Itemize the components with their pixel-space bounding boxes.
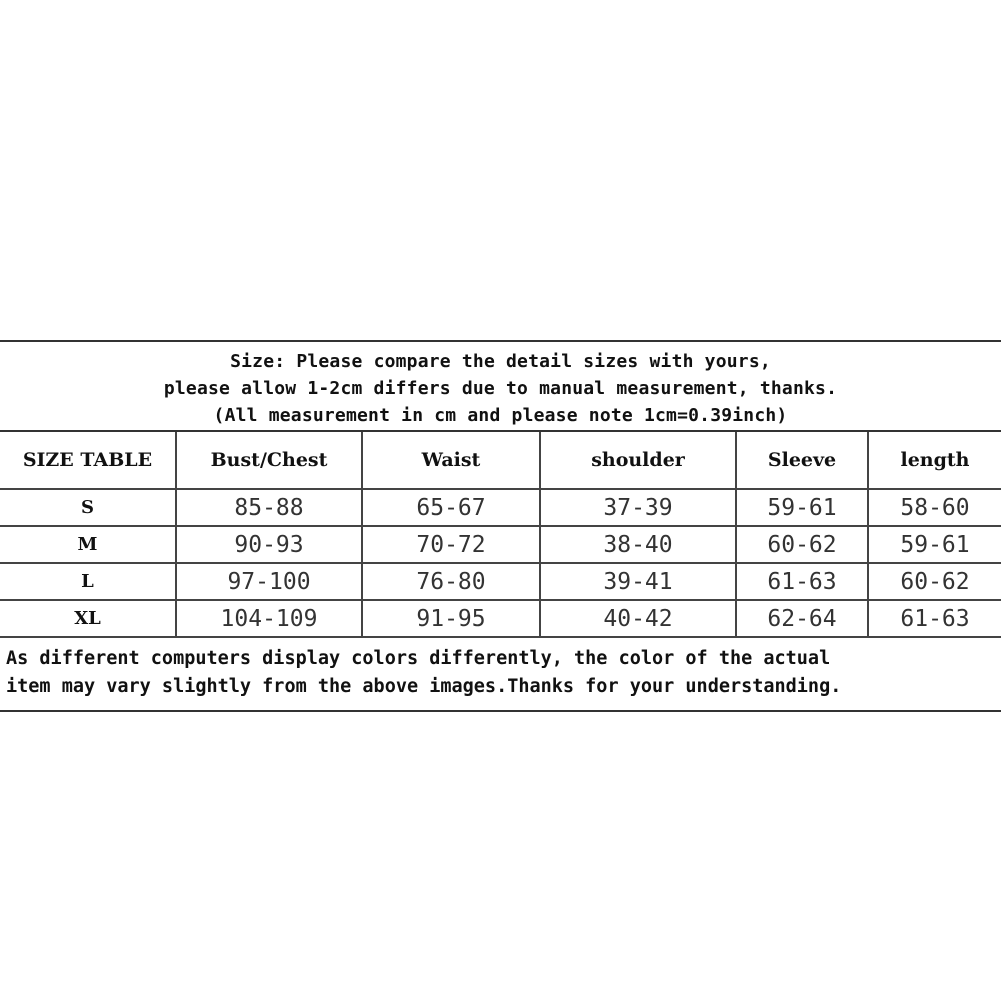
table-row: [0, 489, 1001, 526]
notice-line-3: (All measurement in cm and please note 1cm=0.39inch): [213, 405, 788, 426]
header-waist: Waist: [362, 432, 540, 489]
waist-cell: 65-67: [362, 489, 540, 526]
waist-cell: 76-80: [362, 563, 540, 600]
sleeve-cell: 60-62: [736, 526, 868, 563]
header-bust-chest: Bust/Chest: [176, 432, 362, 489]
shoulder-cell: 38-40: [540, 526, 736, 563]
header-sleeve: Sleeve: [736, 432, 868, 489]
table-header-row: [0, 432, 1001, 489]
shoulder-cell: 40-42: [540, 600, 736, 637]
header-length: length: [868, 432, 1001, 489]
table-row: [0, 563, 1001, 600]
size-table: [0, 432, 1001, 638]
header-shoulder: shoulder: [540, 432, 736, 489]
disclaimer-line-2: item may vary slightly from the above images.Thanks for your understanding.: [6, 676, 842, 697]
size-notice: [0, 342, 1001, 432]
size-cell: M: [0, 526, 176, 563]
bust-cell: 104-109: [176, 600, 362, 637]
shoulder-cell: 39-41: [540, 563, 736, 600]
sleeve-cell: 59-61: [736, 489, 868, 526]
size-chart: [0, 340, 1001, 712]
color-disclaimer: [0, 638, 1001, 710]
length-cell: 58-60: [868, 489, 1001, 526]
size-cell: XL: [0, 600, 176, 637]
length-cell: 61-63: [868, 600, 1001, 637]
notice-line-1: Size: Please compare the detail sizes with yours,: [230, 351, 771, 372]
bust-cell: 90-93: [176, 526, 362, 563]
table-row: [0, 600, 1001, 637]
sleeve-cell: 62-64: [736, 600, 868, 637]
table-row: [0, 526, 1001, 563]
bust-cell: 97-100: [176, 563, 362, 600]
size-cell: L: [0, 563, 176, 600]
length-cell: 60-62: [868, 563, 1001, 600]
shoulder-cell: 37-39: [540, 489, 736, 526]
disclaimer-line-1: As different computers display colors differently, the color of the actual: [6, 648, 831, 669]
bust-cell: 85-88: [176, 489, 362, 526]
header-size-table: SIZE TABLE: [0, 432, 176, 489]
sleeve-cell: 61-63: [736, 563, 868, 600]
length-cell: 59-61: [868, 526, 1001, 563]
waist-cell: 91-95: [362, 600, 540, 637]
waist-cell: 70-72: [362, 526, 540, 563]
size-cell: S: [0, 489, 176, 526]
notice-line-2: please allow 1-2cm differs due to manual measurement, thanks.: [163, 378, 838, 399]
